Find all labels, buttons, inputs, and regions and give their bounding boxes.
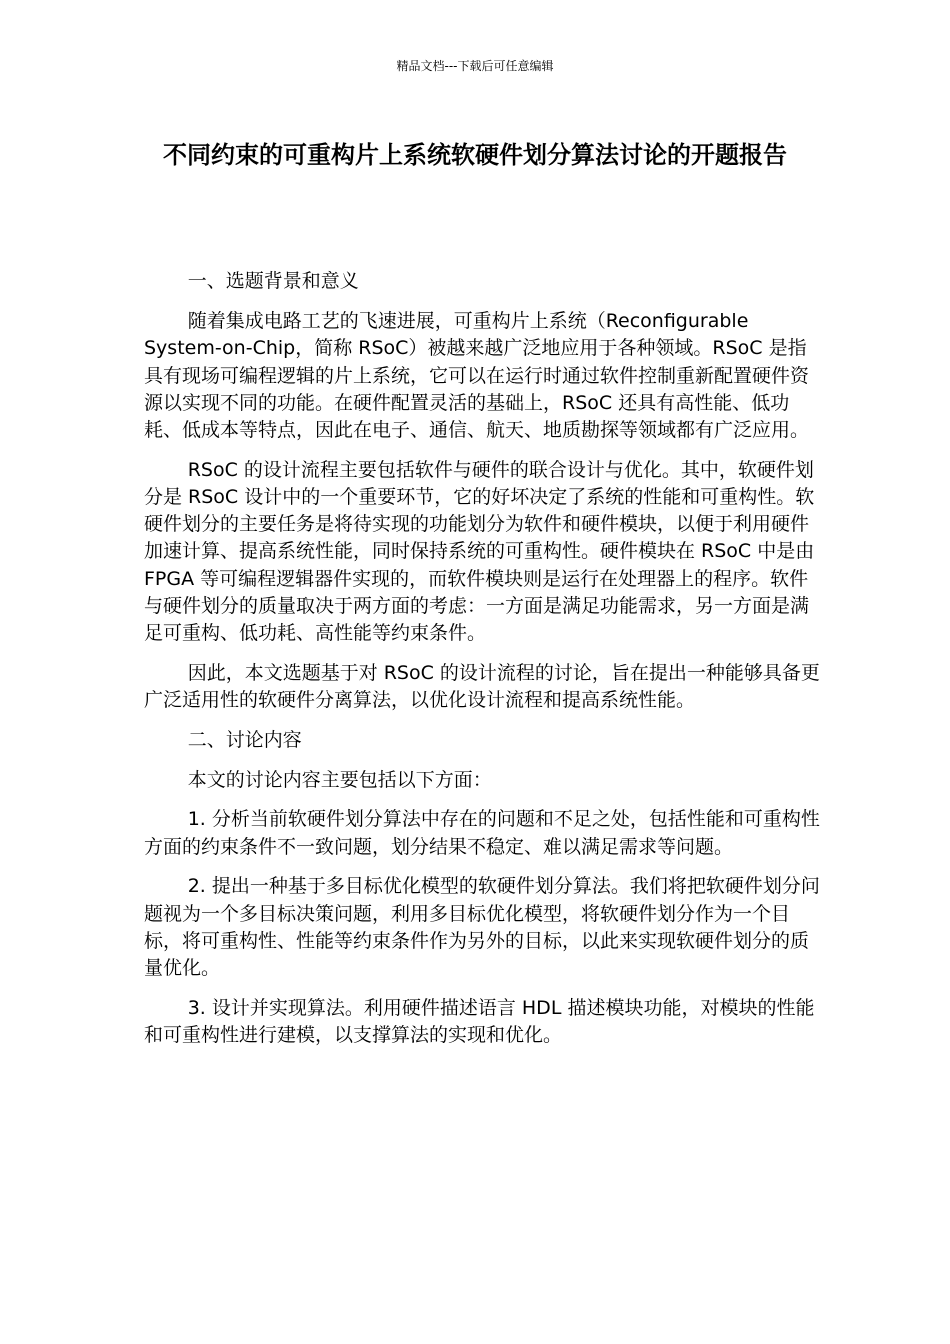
section-heading-content: 二、讨论内容 <box>187 728 302 751</box>
document-body <box>144 268 820 1062</box>
paragraph-content-intro: 本文的讨论内容主要包括以下方面： <box>187 768 492 791</box>
paragraph-purpose: 因此，本文选题基于对 RSoC 的设计流程的讨论，旨在提出一种能够具备更广泛适用性的软硬件分离算法，以优化设计流程和提高系统性能。 <box>144 661 820 711</box>
paragraph-design-flow: RSoC 的设计流程主要包括软件与硬件的联合设计与优化。其中，软硬件划分是 RSoC 设计中的一个重要环节，它的好坏决定了系统的性能和可重构性。软硬件划分的主要任务是将待实现的功能划分为软件和硬件模块，以便于利用硬件加速计算、提高系统性能，同时保持系统的可重构性。硬件模块在 RSoC 中是由 FPGA 等可编程逻辑器件实现的，而软件模块则是运行在处理器上的程序。软件与硬件划分的质量取决于两方面的考虑：一方面是满足功能需求，另一方面是满足可重构、低功耗、高性能等约束条件。 <box>144 458 815 644</box>
paragraph-background: 随着集成电路工艺的飞速进展，可重构片上系统（Reconfigurable System-on-Chip，简称 RSoC）被越来越广泛地应用于各种领域。RSoC 是指具有现场可编程逻辑的片上系统，它可以在运行时通过软件控制重新配置硬件资源以实现不同的功能。在硬件配置灵活的基础上，RSoC 还具有高性能、低功耗、低成本等特点，因此在电子、通信、航天、地质勘探等领域都有广泛应用。 <box>144 310 810 442</box>
header-note: 精品文档---下载后可任意编辑 <box>396 59 554 73</box>
list-item-2: 2. 提出一种基于多目标优化模型的软硬件划分算法。我们将把软硬件划分问题视为一个多目标决策问题，利用多目标优化模型，将软硬件划分作为一个目标，将可重构性、性能等约束条件作为另外的目标，以此来实现软硬件划分的质量优化。 <box>144 875 820 979</box>
section-heading-background: 一、选题背景和意义 <box>187 270 359 292</box>
page-title: 不同约束的可重构片上系统软硬件划分算法讨论的开题报告 <box>163 141 787 169</box>
list-item-3: 3. 设计并实现算法。利用硬件描述语言 HDL 描述模块功能，对模块的性能和可重构性进行建模，以支撑算法的实现和优化。 <box>144 996 815 1046</box>
list-item-1: 1. 分析当前软硬件划分算法中存在的问题和不足之处，包括性能和可重构性方面的约束条件不一致问题，划分结果不稳定、难以满足需求等问题。 <box>144 808 820 858</box>
